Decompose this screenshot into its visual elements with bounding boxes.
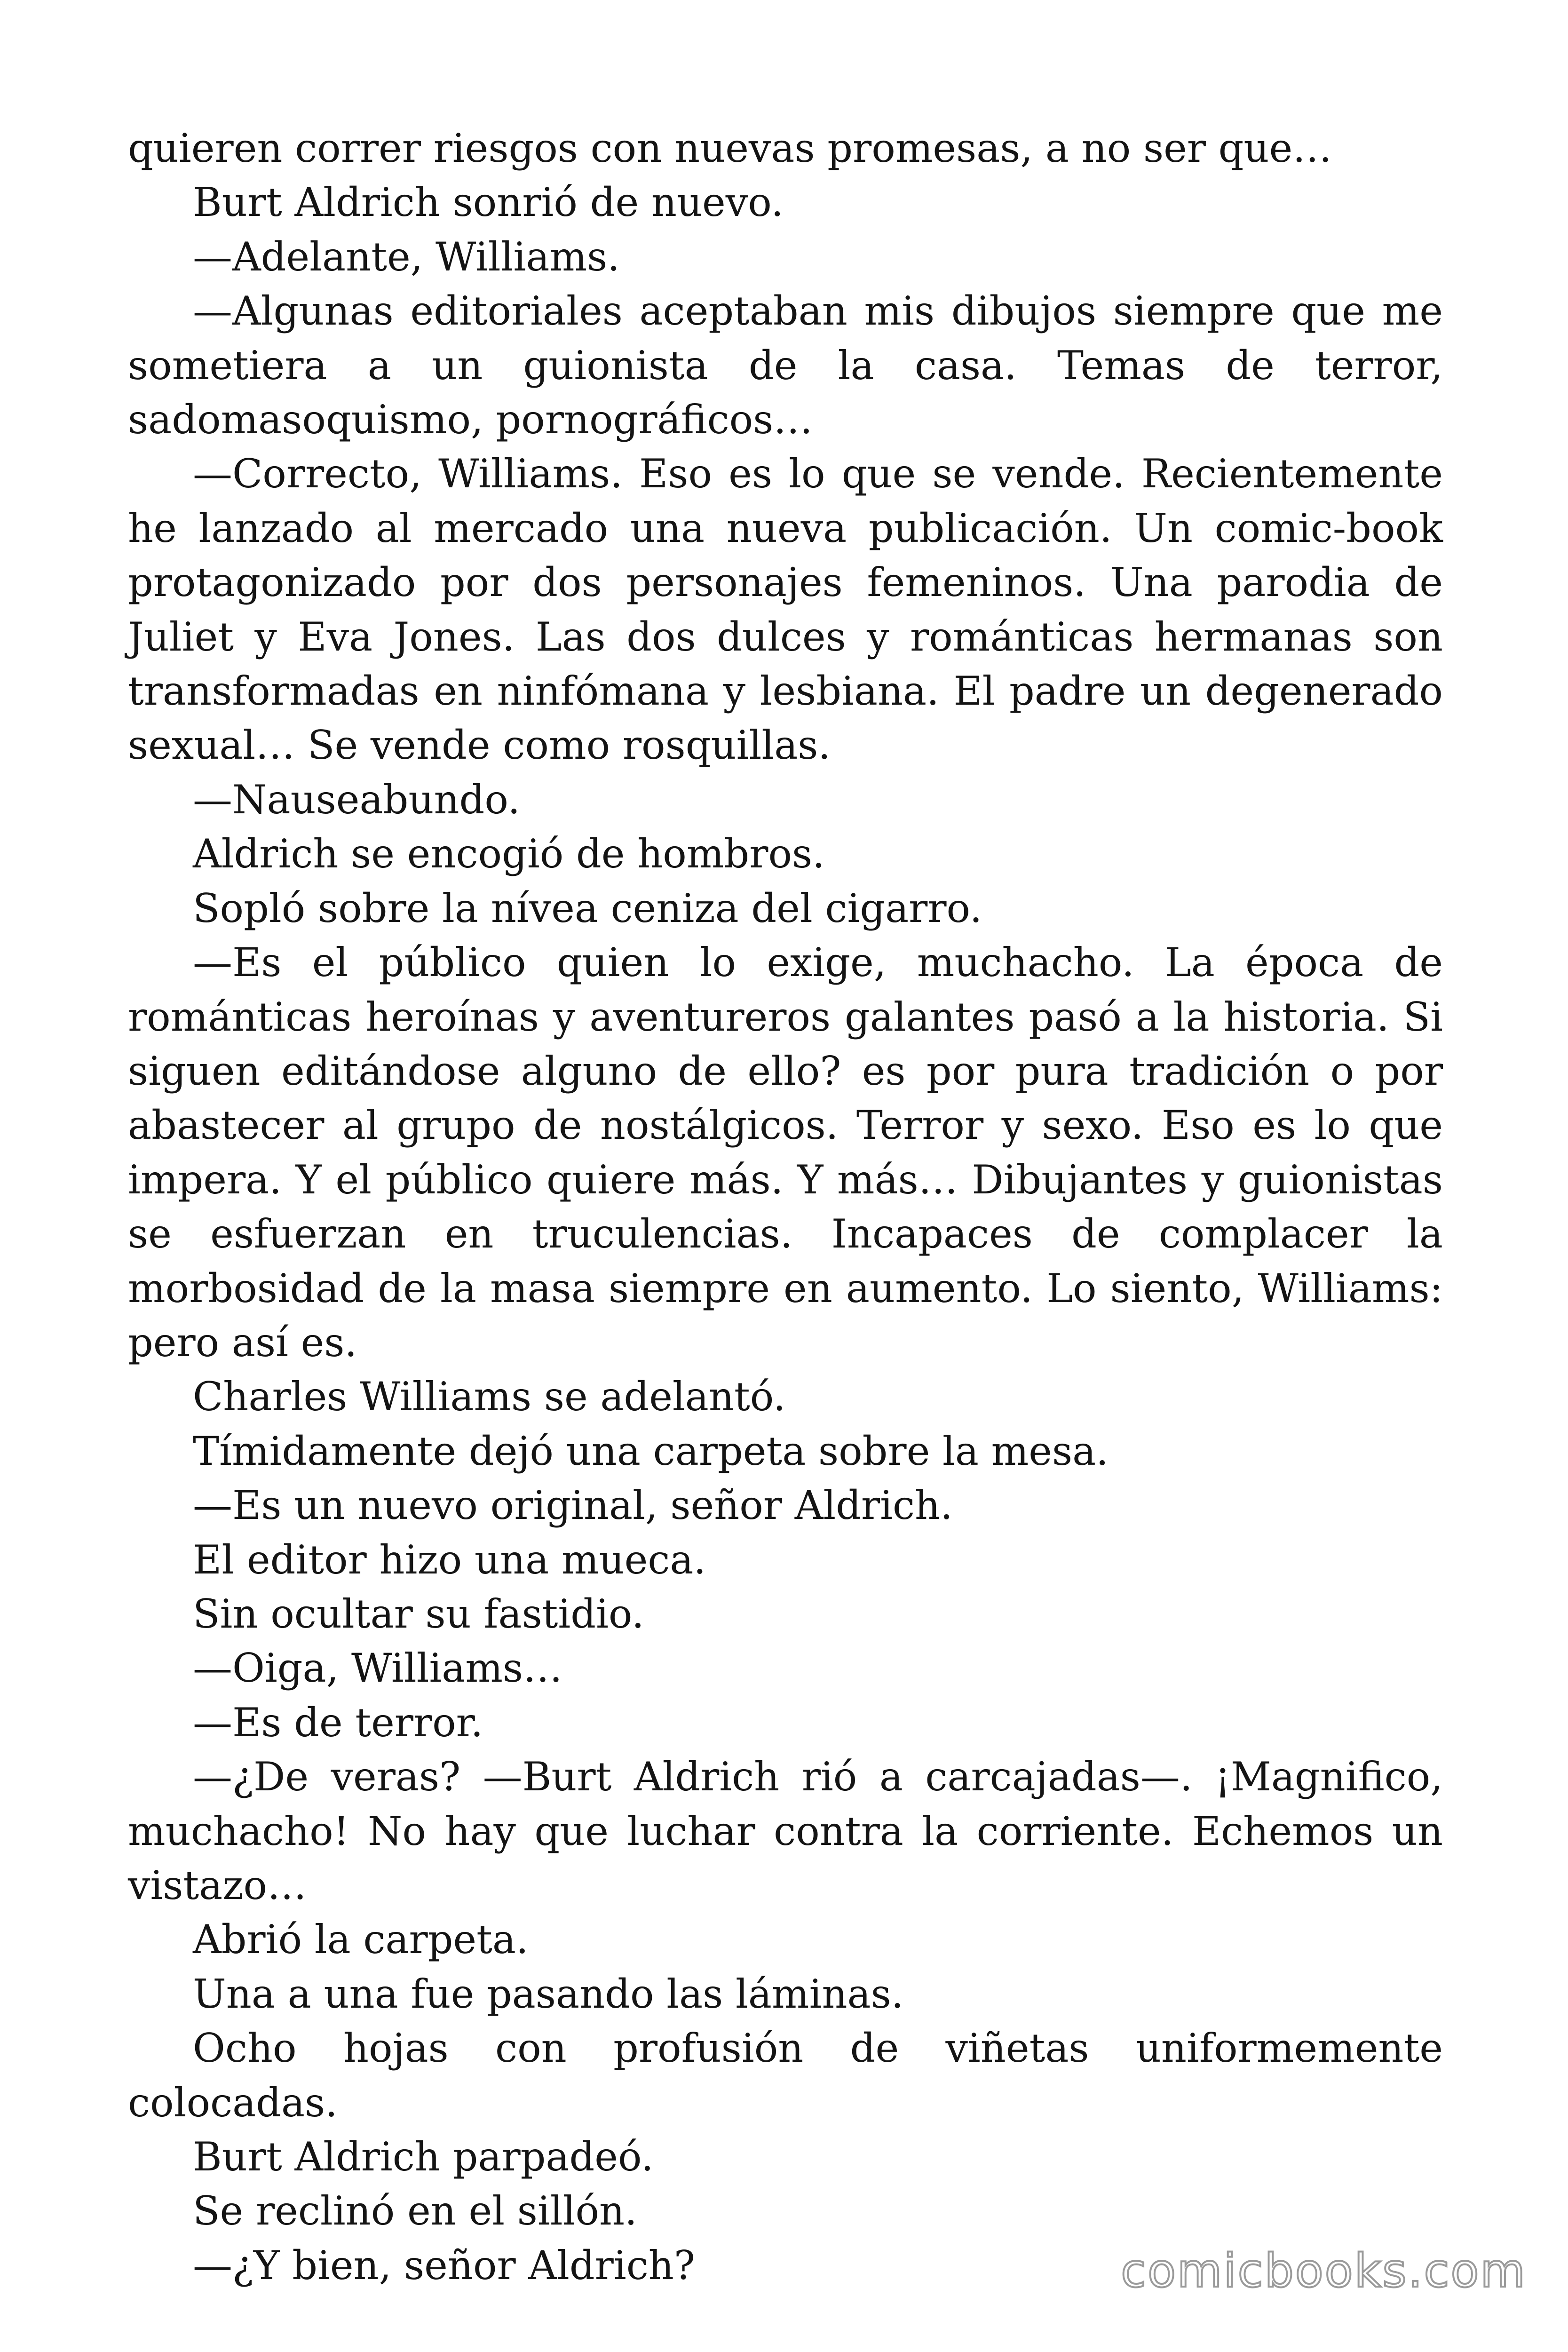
page-text [128,121,1443,2293]
paragraph-12: —Es un nuevo original, señor Aldrich. [193,1482,953,1529]
paragraph-5: —Correcto, Williams. Eso es lo que se vende. Recientemente he lanzado al mercado una nueva publicación. Un comic-book protagonizado por dos personajes femeninos. Una parodia de Juliet y Eva Jones. Las dos dulces y románticas hermanas son transformadas en ninfómana y lesbiana. El padre un degenerado sexual… Se vende como rosquillas. [128,451,1443,769]
paragraph-21: Burt Aldrich parpadeó. [193,2134,654,2180]
paragraph-19: Una a una fue pasando las láminas. [193,1971,904,2017]
paragraph-20: Ocho hojas con profusión de viñetas uniformemente colocadas. [128,2025,1443,2126]
paragraph-10: Charles Williams se adelantó. [193,1374,786,1420]
paragraph-9: —Es el público quien lo exige, muchacho. La época de románticas heroínas y aventureros galantes pasó a la historia. Si siguen editándose alguno de ello? es por pura tradición o por abastecer al grupo de nostálgicos. Terror y sexo. Eso es lo que impera. Y el público quiere más. Y más… Dibujantes y guionistas se esfuerzan en truculencias. Incapaces de complacer la morbosidad de la masa siempre en aumento. Lo siento, Williams: pero así es. [128,939,1443,1366]
paragraph-7: Aldrich se encogió de hombros. [193,831,825,877]
paragraph-1: quieren correr riesgos con nuevas promesas, a no ser que… [128,125,1332,171]
paragraph-17: —¿De veras? —Burt Aldrich rió a carcajadas—. ¡Magnifico, muchacho! No hay que luchar contra la corriente. Echemos un vistazo… [128,1754,1443,1908]
paragraph-22: Se reclinó en el sillón. [193,2188,637,2234]
paragraph-8: Sopló sobre la nívea ceniza del cigarro. [193,885,982,931]
paragraph-18: Abrió la carpeta. [193,1916,529,1963]
watermark-logo: comicbooks.com [1121,2244,1527,2298]
paragraph-11: Tímidamente dejó una carpeta sobre la mesa. [193,1428,1109,1474]
paragraph-14: Sin ocultar su fastidio. [193,1590,644,1637]
paragraph-16: —Es de terror. [193,1699,483,1746]
paragraph-23: —¿Y bien, señor Aldrich? [193,2242,695,2288]
paragraph-13: El editor hizo una mueca. [193,1536,706,1583]
paragraph-2: Burt Aldrich sonrió de nuevo. [193,179,784,226]
paragraph-3: —Adelante, Williams. [193,233,620,280]
paragraph-15: —Oiga, Williams… [193,1645,563,1692]
paragraph-6: —Nauseabundo. [193,776,521,823]
paragraph-4: —Algunas editoriales aceptaban mis dibujos siempre que me sometiera a un guionista de la casa. Temas de terror, sadomasoquismo, pornográficos… [128,288,1443,443]
